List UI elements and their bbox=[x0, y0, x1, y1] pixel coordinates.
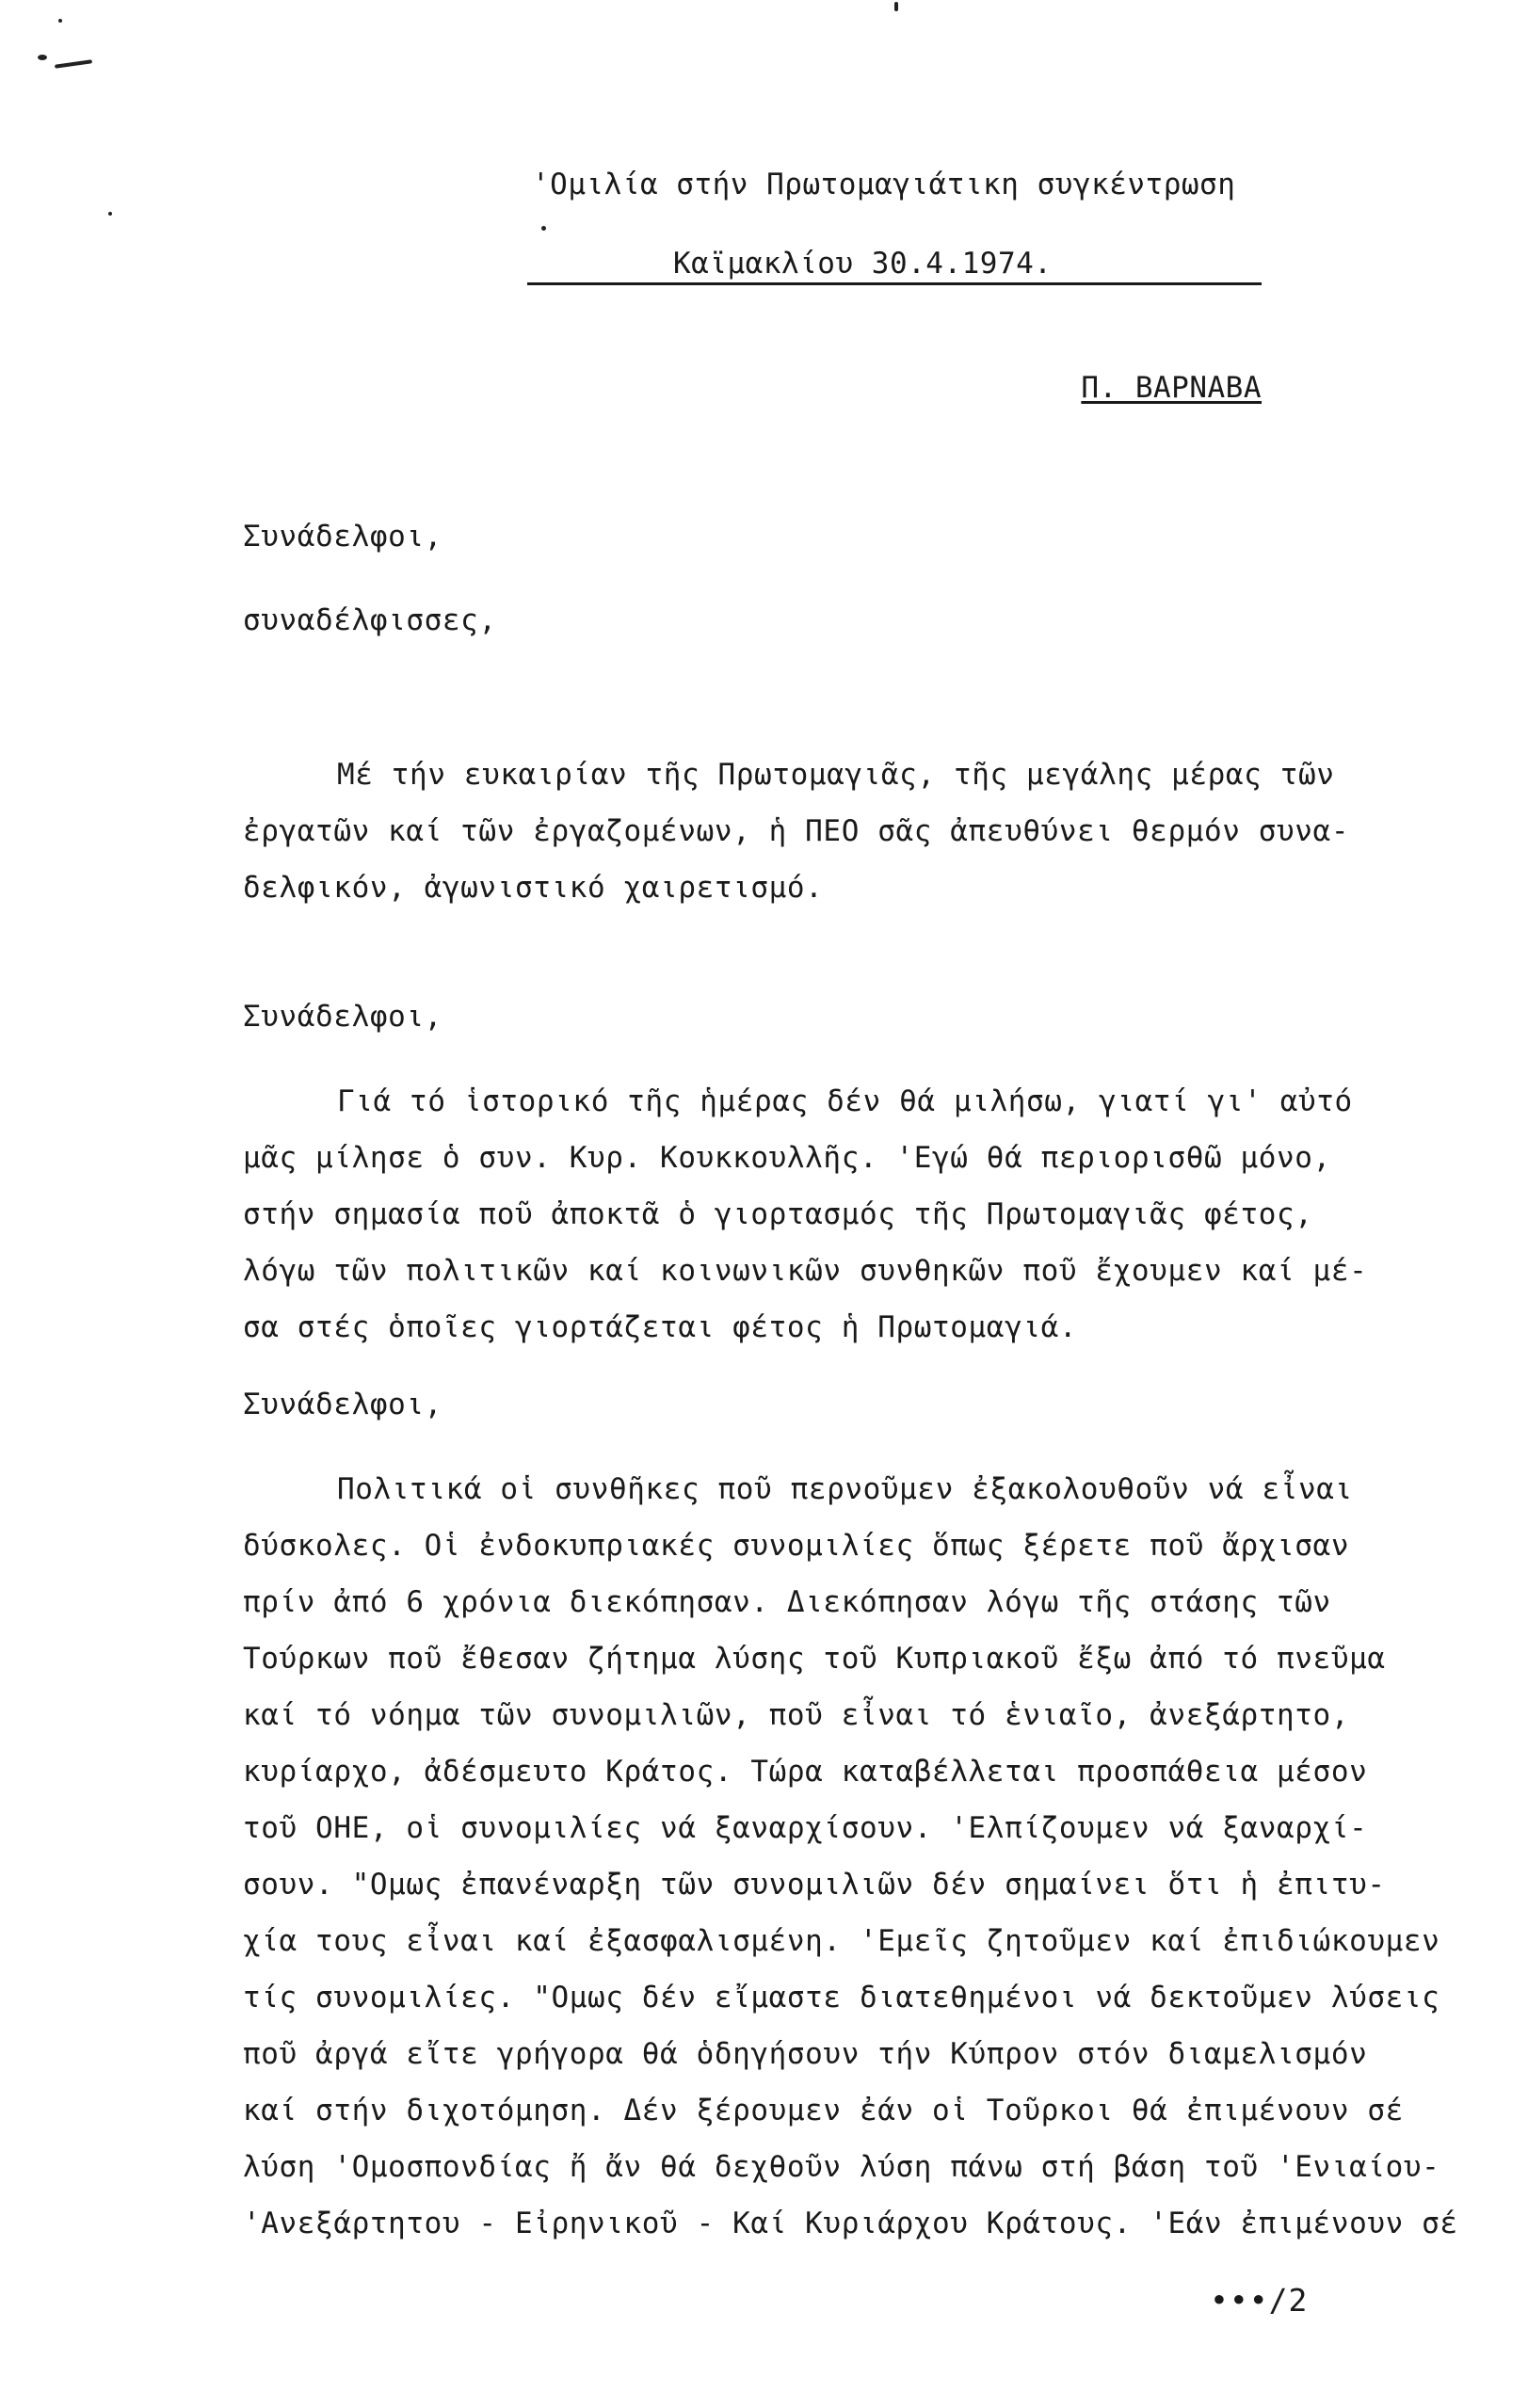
text-line: Μέ τήν ευκαιρίαν τῆς Πρωτομαγιᾶς, τῆς μεγάλης μέρας τῶν bbox=[337, 758, 1335, 792]
salutation-colleagues-3: Συνάδελφοι, bbox=[243, 1388, 442, 1421]
salutation-female-colleagues: συναδέλφισσες, bbox=[243, 603, 497, 637]
text-line: δελφικόν, ἀγωνιστικό χαιρετισμό. bbox=[243, 871, 824, 905]
text-line: τίς συνομιλίες. "Ομως δέν εἴμαστε διατεθημένοι νά δεκτοῦμεν λύσεις bbox=[243, 1981, 1440, 2015]
place-date: Καϊμακλίου 30.4.1974. bbox=[673, 247, 1053, 281]
text-line: χία τους εἶναι καί ἐξασφαλισμένη. 'Εμεῖς ζητοῦμεν καί ἐπιδιώκουμεν bbox=[243, 1924, 1440, 1958]
text-line: λύση 'Ομοσπονδίας ἤ ἄν θά δεχθοῦν λύση πάνω στή βάση τοῦ 'Ενιαίου- bbox=[243, 2150, 1440, 2184]
text-line: λόγω τῶν πολιτικῶν καί κοινωνικῶν συνθηκῶν ποῦ ἔχουμεν καί μέ- bbox=[243, 1254, 1368, 1288]
text-line: 'Ανεξάρτητου - Εἰρηνικοῦ - Καί Κυριάρχου Κράτους. 'Εάν ἐπιμένουν σέ bbox=[243, 2207, 1458, 2240]
text-line: καί τό νόημα τῶν συνομιλιῶν, ποῦ εἶναι τό ἑνιαῖο, ἀνεξάρτητο, bbox=[243, 1698, 1350, 1732]
text-line: μᾶς μίλησε ὁ συν. Κυρ. Κουκκουλλῆς. 'Εγώ θά περιορισθῶ μόνο, bbox=[243, 1141, 1331, 1175]
scan-speck bbox=[55, 59, 92, 69]
text-line: Πολιτικά οἱ συνθῆκες ποῦ περνοῦμεν ἐξακολουθοῦν νά εἶναι bbox=[337, 1472, 1353, 1506]
text-line: στήν σημασία ποῦ ἀποκτᾶ ὁ γιορτασμός τῆς Πρωτομαγιᾶς φέτος, bbox=[243, 1197, 1313, 1231]
scan-speck bbox=[38, 55, 47, 60]
header-rule bbox=[527, 282, 1262, 285]
text-line: κυρίαρχο, ἀδέσμευτο Κράτος. Τώρα καταβέλλεται προσπάθεια μέσον bbox=[243, 1755, 1368, 1789]
text-line: Γιά τό ἱστορικό τῆς ἡμέρας δέν θά μιλήσω, γιατί γι' αὐτό bbox=[337, 1084, 1353, 1118]
author-name: Π. ΒΑΡΝΑΒΑ bbox=[1081, 371, 1262, 405]
text-line: σα στές ὁποῖες γιορτάζεται φέτος ἡ Πρωτομαγιά. bbox=[243, 1310, 1078, 1344]
document-title: 'Ομιλία στήν Πρωτομαγιάτικη συγκέντρωση bbox=[532, 168, 1236, 201]
page-continuation-marker: •••/2 bbox=[1210, 2282, 1309, 2319]
scan-speck bbox=[894, 2, 898, 11]
paragraph-greeting bbox=[243, 746, 1495, 916]
text-line: Τούρκων ποῦ ἔθεσαν ζήτημα λύσης τοῦ Κυπριακοῦ ἔξω ἀπό τό πνεῦμα bbox=[243, 1642, 1386, 1676]
text-line: ποῦ ἀργά εἴτε γρήγορα θά ὁδηγήσουν τήν Κύπρον στόν διαμελισμόν bbox=[243, 2037, 1368, 2071]
text-line: καί στήν διχοτόμηση. Δέν ξέρουμεν ἐάν οἱ Τοῦρκοι θά ἐπιμένουν σέ bbox=[243, 2094, 1404, 2127]
scan-speck bbox=[58, 19, 62, 23]
text-line: τοῦ ΟΗΕ, οἱ συνομιλίες νά ξαναρχίσουν. 'Ελπίζουμεν νά ξαναρχί- bbox=[243, 1811, 1368, 1845]
text-line: σουν. "Ομως ἐπανέναρξη τῶν συνομιλιῶν δέν σημαίνει ὅτι ἡ ἐπιτυ- bbox=[243, 1868, 1386, 1902]
text-line: ἐργατῶν καί τῶν ἐργαζομένων, ἡ ΠΕΟ σᾶς ἀπευθύνει θερμόν συνα- bbox=[243, 814, 1350, 848]
text-line: δύσκολες. Οἱ ἐνδοκυπριακές συνομιλίες ὅπως ξέρετε ποῦ ἄρχισαν bbox=[243, 1529, 1350, 1563]
paragraph-history bbox=[243, 1073, 1495, 1356]
paragraph-politics bbox=[243, 1461, 1495, 2252]
salutation-colleagues-2: Συνάδελφοι, bbox=[243, 1000, 442, 1034]
text-line: πρίν ἀπό 6 χρόνια διεκόπησαν. Διεκόπησαν λόγω τῆς στάσης τῶν bbox=[243, 1585, 1331, 1619]
scan-speck bbox=[108, 212, 112, 216]
salutation-colleagues: Συνάδελφοι, bbox=[243, 520, 442, 554]
scan-speck bbox=[541, 226, 546, 231]
